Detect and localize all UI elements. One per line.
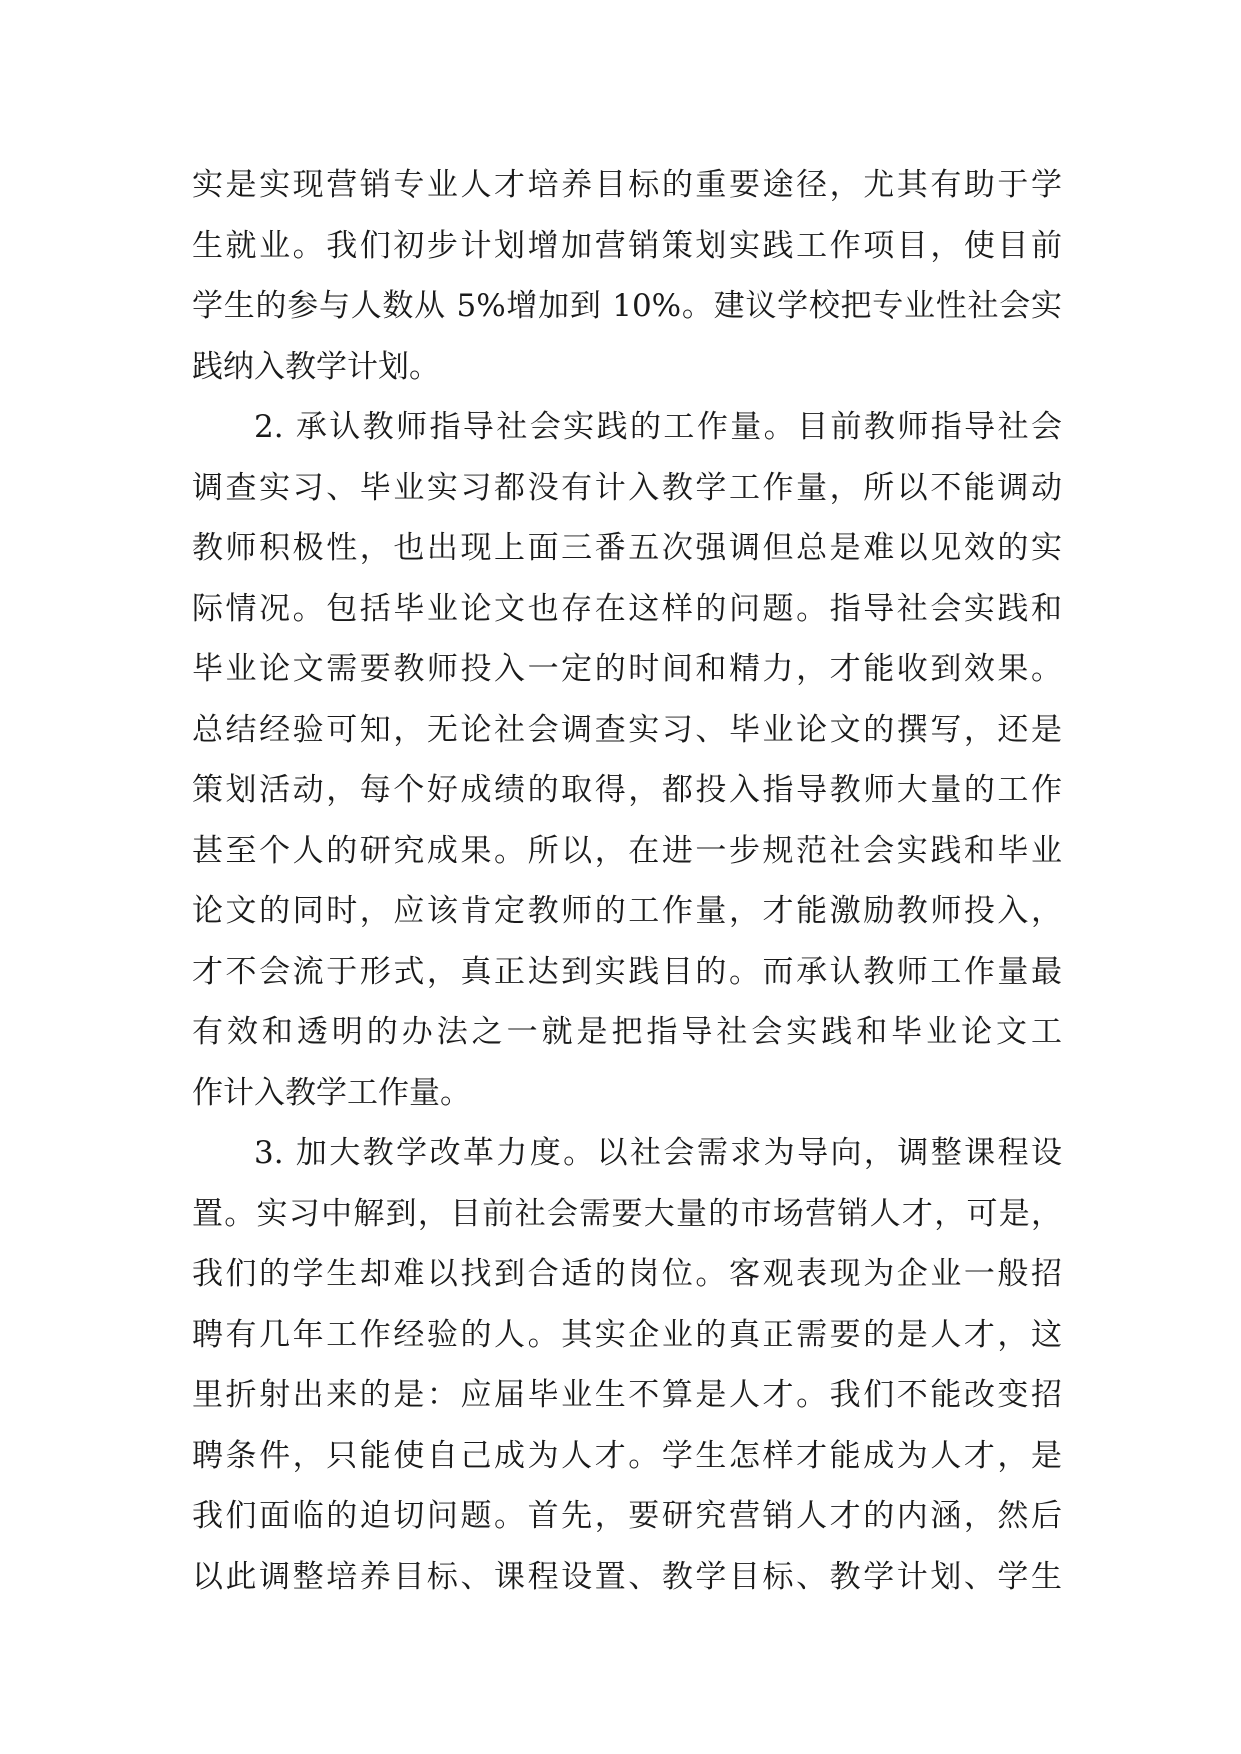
paragraph-1-line-2: 生就业。我们初步计划增加营销策划实践工作项目，使目前 bbox=[192, 227, 1062, 264]
paragraph-3-line-3: 我们的学生却难以找到合适的岗位。客观表现为企业一般招 bbox=[192, 1256, 1062, 1292]
paragraph-2-line-1: 2. 承认教师指导社会实践的工作量。目前教师指导社会 bbox=[254, 409, 1062, 445]
paragraph-2-line-5: 毕业论文需要教师投入一定的时间和精力，才能收到效果。 bbox=[192, 651, 1062, 687]
paragraph-3-line-2: 置。实习中解到，目前社会需要大量的市场营销人才，可是， bbox=[192, 1195, 1062, 1232]
paragraph-2-line-6: 总结经验可知，无论社会调查实习、毕业论文的撰写，还是 bbox=[192, 711, 1062, 748]
paragraph-1-line-1: 实是实现营销专业人才培养目标的重要途径，尤其有助于学 bbox=[192, 167, 1062, 203]
paragraph-2-line-4: 际情况。包括毕业论文也存在这样的问题。指导社会实践和 bbox=[192, 590, 1062, 627]
paragraph-3-line-5: 里折射出来的是：应届毕业生不算是人才。我们不能改变招 bbox=[192, 1377, 1062, 1413]
body-text bbox=[192, 155, 1062, 1607]
paragraph-2-line-3: 教师积极性，也出现上面三番五次强调但总是难以见效的实 bbox=[192, 530, 1062, 566]
paragraph-3-line-6: 聘条件，只能使自己成为人才。学生怎样才能成为人才，是 bbox=[192, 1437, 1062, 1474]
paragraph-1-line-3: 学生的参与人数从 5%增加到 10%。建议学校把专业性社会实 bbox=[192, 288, 1062, 324]
paragraph-3-line-8: 以此调整培养目标、课程设置、教学目标、教学计划、学生 bbox=[192, 1558, 1062, 1595]
paragraph-2-line-12: 作计入教学工作量。 bbox=[192, 1074, 471, 1111]
paragraph-2-line-10: 才不会流于形式，真正达到实践目的。而承认教师工作量最 bbox=[192, 953, 1062, 990]
paragraph-2-line-8: 甚至个人的研究成果。所以，在进一步规范社会实践和毕业 bbox=[192, 832, 1062, 869]
paragraph-2-line-9: 论文的同时，应该肯定教师的工作量，才能激励教师投入， bbox=[192, 893, 1062, 929]
paragraph-1-line-4: 践纳入教学计划。 bbox=[192, 348, 440, 385]
paragraph-2-line-2: 调查实习、毕业实习都没有计入教学工作量，所以不能调动 bbox=[192, 469, 1062, 506]
paragraph-3-line-4: 聘有几年工作经验的人。其实企业的真正需要的是人才，这 bbox=[192, 1316, 1062, 1353]
paragraph-3-line-1: 3. 加大教学改革力度。以社会需求为导向，调整课程设 bbox=[254, 1135, 1062, 1171]
paragraph-2-line-11: 有效和透明的办法之一就是把指导社会实践和毕业论文工 bbox=[192, 1014, 1062, 1050]
paragraph-2-line-7: 策划活动，每个好成绩的取得，都投入指导教师大量的工作 bbox=[192, 772, 1062, 808]
paragraph-3-line-7: 我们面临的迫切问题。首先，要研究营销人才的内涵，然后 bbox=[192, 1498, 1062, 1534]
